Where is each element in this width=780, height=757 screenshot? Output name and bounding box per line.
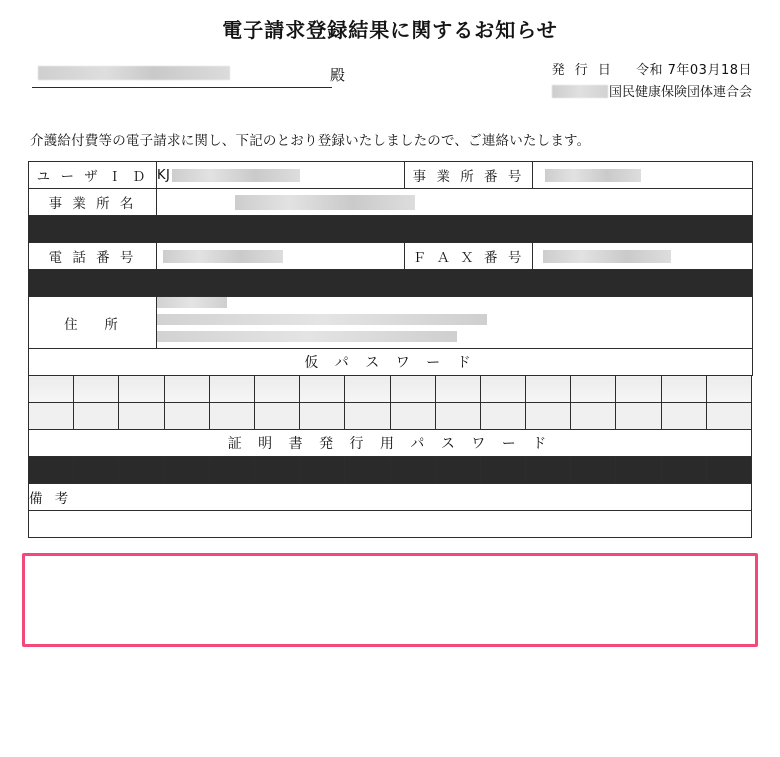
cert-pw-cell	[480, 457, 525, 484]
issue-date-label: 発 行 日	[551, 63, 614, 78]
cert-pw-cell	[29, 457, 74, 484]
intro-text: 介護給付費等の電子請求に関し、下記のとおり登録いたしましたので、ご連絡いたします。	[30, 133, 591, 149]
office-name-redaction	[235, 195, 415, 210]
user-id-redaction	[172, 169, 300, 182]
pw-cell	[390, 376, 435, 403]
pw-cell	[300, 403, 345, 430]
pw-cell	[164, 403, 209, 430]
pw-cell	[706, 376, 751, 403]
address-redaction-line-2	[157, 314, 487, 325]
table-row-redacted	[29, 270, 753, 297]
temp-password-header-row	[29, 349, 753, 376]
cert-pw-cell	[164, 457, 209, 484]
pw-cell	[254, 403, 299, 430]
cert-password-header-row	[29, 430, 752, 457]
office-number-redaction	[545, 169, 641, 182]
cert-pw-cell	[390, 457, 435, 484]
remarks-header-row	[29, 484, 752, 511]
remarks-body-row	[29, 511, 752, 538]
pw-cell	[571, 403, 616, 430]
pw-cell	[345, 403, 390, 430]
pw-cell	[480, 376, 525, 403]
office-name-label: 事 業 所 名	[29, 189, 157, 216]
address-label: 住 所	[29, 297, 157, 349]
addressee-redaction	[38, 66, 230, 80]
pw-cell	[119, 376, 164, 403]
cert-pw-cell	[209, 457, 254, 484]
pw-cell	[29, 403, 74, 430]
pw-cell	[706, 403, 751, 430]
cert-pw-cell	[706, 457, 751, 484]
cert-password-table	[28, 429, 752, 484]
cert-pw-cell	[119, 457, 164, 484]
pw-cell	[616, 403, 661, 430]
tel-redaction-band	[29, 270, 753, 297]
table-row	[29, 243, 753, 270]
remarks-label: 備 考	[29, 484, 752, 511]
fax-value	[533, 243, 753, 270]
pw-cell	[661, 376, 706, 403]
pw-cell	[209, 403, 254, 430]
issuer-redaction	[552, 85, 608, 98]
pw-cell	[300, 376, 345, 403]
table-row	[29, 189, 753, 216]
cert-password-highlight-box	[22, 553, 758, 647]
details-table	[28, 161, 753, 376]
cert-pw-cell	[254, 457, 299, 484]
address-redaction-line-1	[157, 297, 227, 308]
address-value	[157, 297, 753, 349]
cert-pw-cell	[300, 457, 345, 484]
cert-pw-cell	[345, 457, 390, 484]
user-id-value	[157, 162, 405, 189]
issuer-line	[552, 83, 752, 103]
pw-cell	[480, 403, 525, 430]
fax-redaction	[543, 250, 671, 263]
pw-cell	[119, 403, 164, 430]
table-row-redacted	[29, 216, 753, 243]
cert-pw-cell	[74, 457, 119, 484]
addressee-field	[32, 65, 332, 88]
table-row	[29, 297, 753, 349]
pw-cell	[661, 403, 706, 430]
pw-cell	[435, 376, 480, 403]
temp-password-label: 仮 パ ス ワ ー ド	[29, 349, 753, 376]
pw-cell	[29, 376, 74, 403]
temp-password-grid	[28, 375, 752, 430]
cert-pw-cell	[435, 457, 480, 484]
address-redaction-line-3	[157, 331, 457, 342]
cert-pw-cell	[661, 457, 706, 484]
office-name-value	[157, 189, 753, 216]
office-number-value	[533, 162, 753, 189]
pw-cell	[74, 403, 119, 430]
remarks-table	[28, 483, 752, 538]
temp-password-row-1	[29, 376, 752, 403]
pw-cell	[435, 403, 480, 430]
document-page	[0, 14, 780, 757]
pw-cell	[616, 376, 661, 403]
office-name-redaction-band	[29, 216, 753, 243]
user-id-prefix: KJ	[157, 167, 171, 183]
pw-cell	[390, 403, 435, 430]
cert-password-label: 証 明 書 発 行 用 パ ス ワ ー ド	[29, 430, 752, 457]
cert-password-row	[29, 457, 752, 484]
issuer-suffix: 国民健康保険団体連合会	[608, 85, 752, 100]
tel-label: 電 話 番 号	[29, 243, 157, 270]
cert-pw-cell	[526, 457, 571, 484]
pw-cell	[209, 376, 254, 403]
issue-date-value: 令和 7年03月18日	[636, 63, 752, 78]
addressee-suffix: 殿	[330, 66, 346, 84]
cert-pw-cell	[571, 457, 616, 484]
office-number-label: 事 業 所 番 号	[405, 162, 533, 189]
remarks-body	[29, 511, 752, 538]
pw-cell	[254, 376, 299, 403]
issue-info	[552, 61, 752, 103]
fax-label: Ｆ Ａ Ｘ 番 号	[405, 243, 533, 270]
pw-cell	[526, 376, 571, 403]
temp-password-row-2	[29, 403, 752, 430]
pw-cell	[526, 403, 571, 430]
pw-cell	[571, 376, 616, 403]
table-row	[29, 162, 753, 189]
cert-pw-cell	[616, 457, 661, 484]
tel-redaction	[163, 250, 283, 263]
user-id-label: ユ ー ザ Ｉ Ｄ	[29, 162, 157, 189]
header-row	[28, 61, 752, 119]
pw-cell	[345, 376, 390, 403]
issue-date-line	[552, 61, 752, 81]
page-title: 電子請求登録結果に関するお知らせ	[222, 18, 558, 42]
tel-value	[157, 243, 405, 270]
pw-cell	[164, 376, 209, 403]
pw-cell	[74, 376, 119, 403]
